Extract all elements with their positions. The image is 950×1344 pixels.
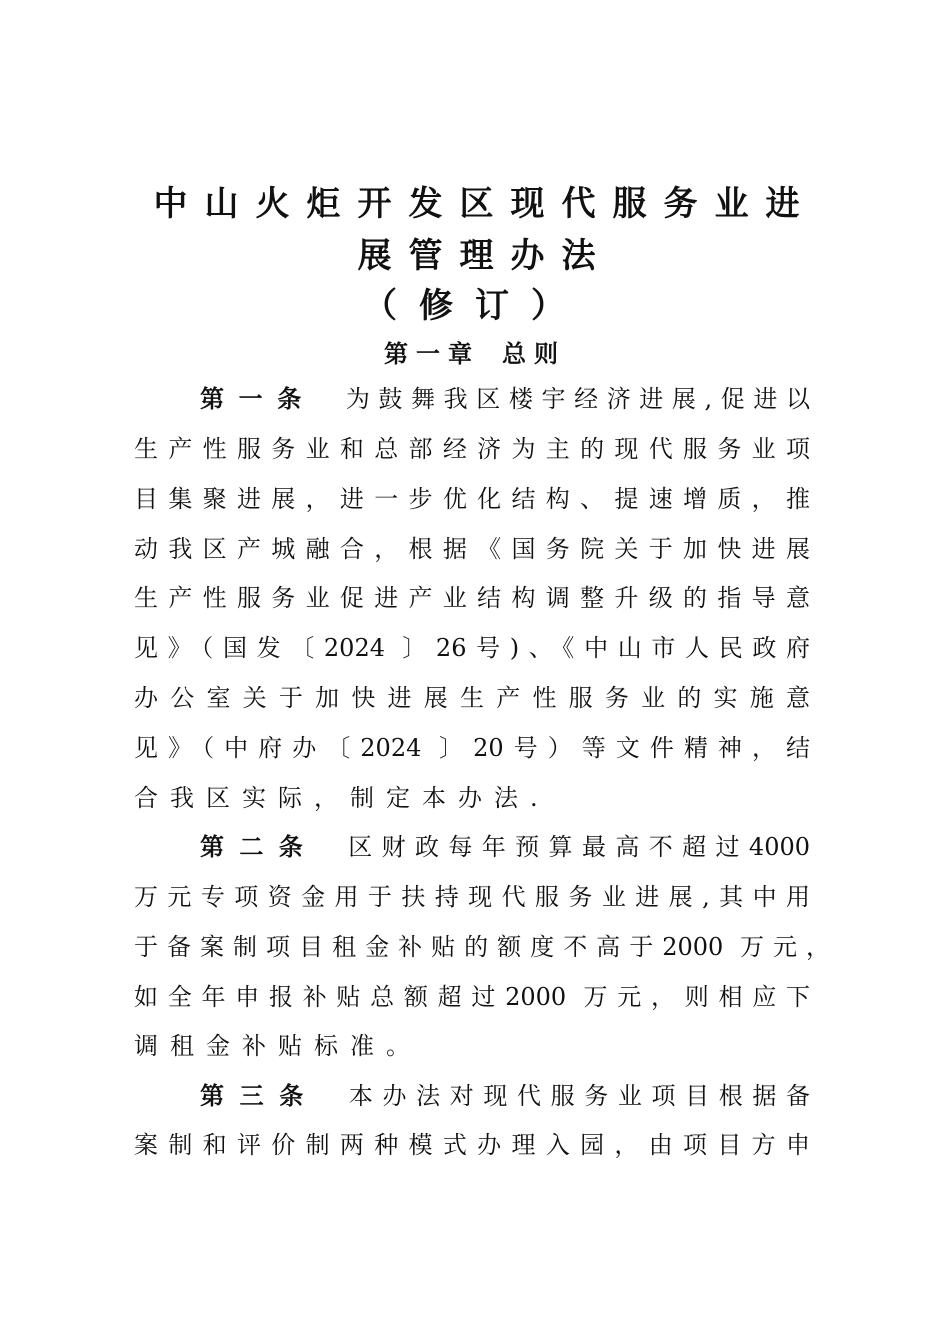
article-2-line-2: 万元专项资金用于扶持现代服务业进展,其中用 (134, 883, 810, 911)
article-1-text-1: 为鼓舞我区楼宇经济进展,促进以 (345, 385, 810, 413)
chapter-label: 第一章 (384, 340, 480, 368)
document-title-line-2: 展管理办法 (357, 236, 613, 276)
chapter-name: 总则 (502, 340, 566, 368)
article-1-line-1 (200, 383, 810, 415)
article-3-line-2: 案制和评价制两种模式办理入园，由项目方申 (134, 1131, 810, 1159)
article-1-line-9: 合我区实际，制定本办法. (134, 784, 550, 812)
chapter-heading (0, 334, 950, 369)
article-2-line-3: 于备案制项目租金补贴的额度不高于2000 万元， (134, 933, 830, 961)
article-1-label: 第一条 (200, 385, 316, 413)
document-title-line-3: （修订） (363, 286, 587, 326)
article-3-text-1: 本办法对现代服务业项目根据备 (348, 1082, 810, 1110)
article-1-line-4: 动我区产城融合，根据《国务院关于加快进展 (134, 535, 810, 563)
article-1-line-7: 办公室关于加快进展生产性服务业的实施意 (134, 684, 810, 712)
article-2-text-1: 区财政每年预算最高不超过4000 (348, 833, 811, 861)
document-title-line-1: 中山火炬开发区现代服务业进 (153, 184, 817, 224)
article-1-line-2: 生产性服务业和总部经济为主的现代服务业项 (134, 435, 810, 463)
article-1-line-6: 见》（国发〔2024 〕26号)、《中山市人民政府 (134, 634, 810, 662)
article-2-line-1 (200, 831, 810, 863)
article-2-line-5: 调租金补贴标准。 (134, 1032, 422, 1060)
article-2-line-4: 如全年申报补贴总额超过2000 万元，则相应下 (134, 983, 810, 1011)
article-1-line-3: 目集聚进展，进一步优化结构、提速增质，推 (134, 485, 810, 513)
article-3-label: 第三条 (200, 1082, 319, 1110)
article-1-line-8: 见》（中府办〔2024 〕20号）等文件精神，结 (134, 734, 810, 762)
article-1-line-5: 生产性服务业促进产业结构调整升级的指导意 (134, 584, 810, 612)
article-3-line-1 (200, 1080, 810, 1112)
article-2-label: 第二条 (200, 833, 319, 861)
